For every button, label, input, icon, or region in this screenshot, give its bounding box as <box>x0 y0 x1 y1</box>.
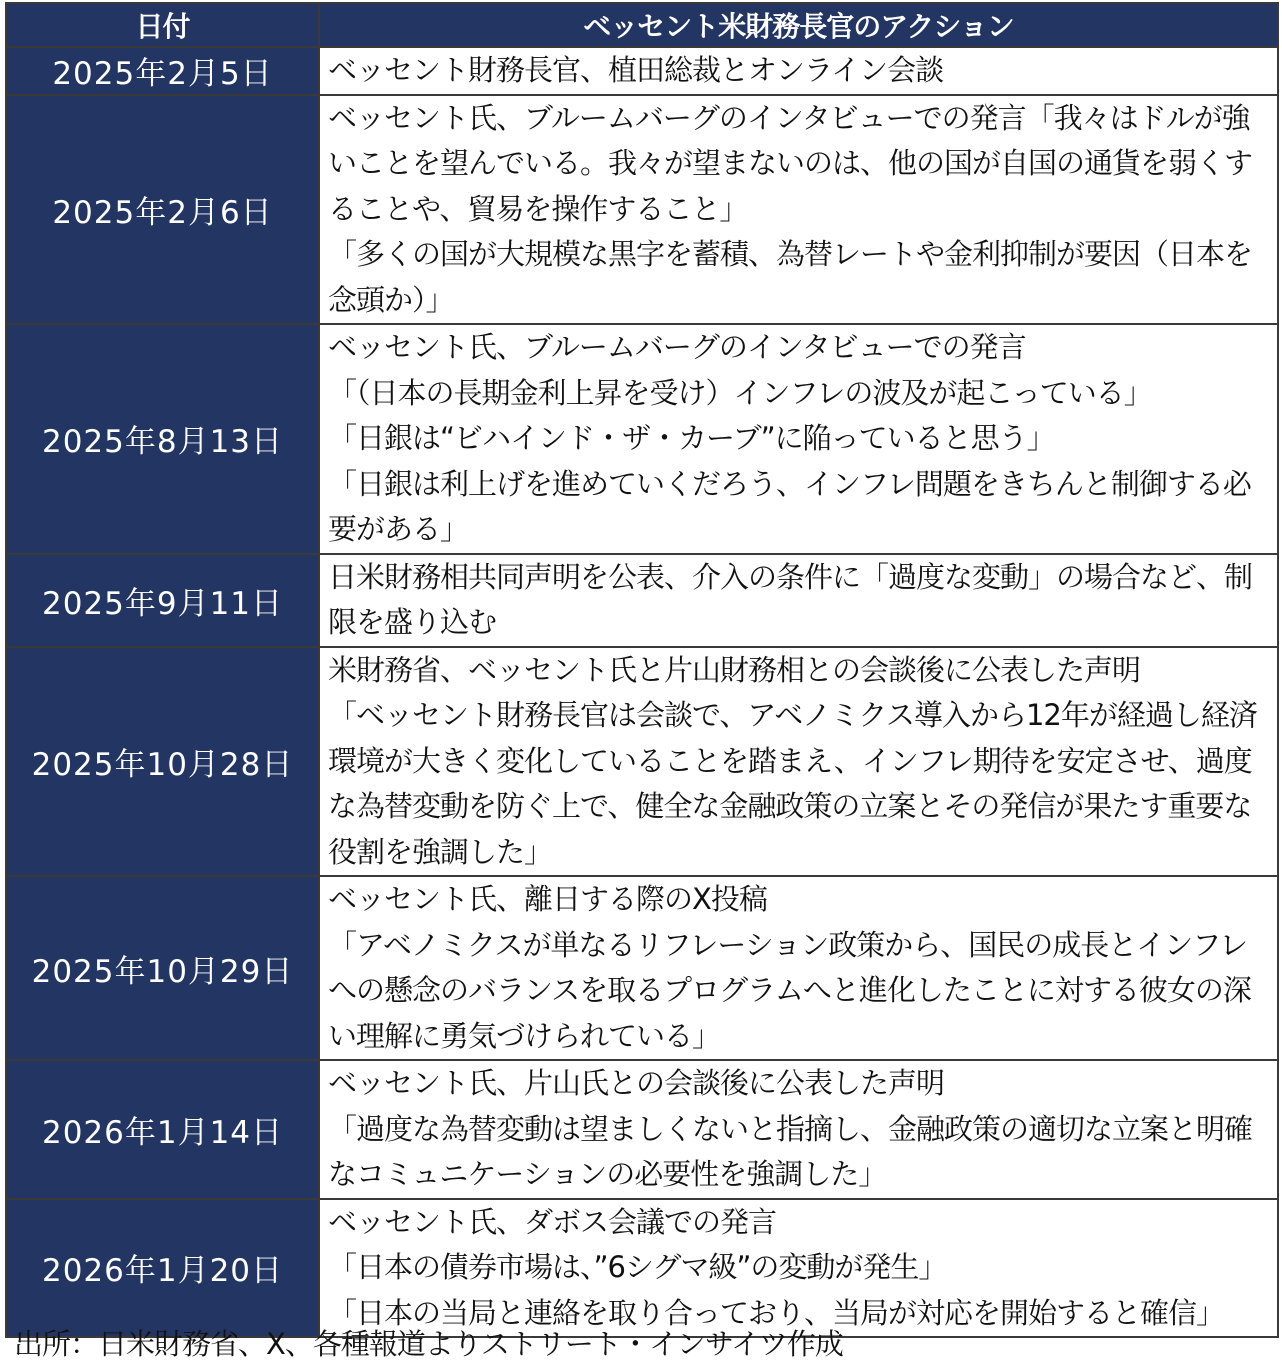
bessent-actions-table <box>5 2 1279 1338</box>
action-line: 日米財務相共同声明を公表、介入の条件に「過度な変動」の場合など、制限を盛り込む <box>328 559 1253 639</box>
source-note: 出所：日米財務省、X、各種報道よりストリート・インサイツ作成 <box>14 1327 843 1361</box>
date-cell: 2025年10月29日 <box>6 876 319 1060</box>
action-line: 「日銀は利上げを進めていくだろう、インフレ問題をきちんと制御する必要がある」 <box>328 466 1251 546</box>
header-row <box>6 3 1278 47</box>
action-line: ベッセント氏、ブルームバーグのインタビューでの発言「我々はドルが強いことを望んでいる。我々が望まないのは、他の国が自国の通貨を弱くすることや、貿易を操作すること」 <box>328 100 1253 226</box>
action-line: 「日本の当局と連絡を取り合っており、当局が対応を開始すると確信」 <box>328 1295 1225 1330</box>
action-line: ベッセント氏、片山氏との会談後に公表した声明 <box>328 1066 945 1100</box>
table-row <box>6 647 1278 877</box>
action-cell <box>319 1199 1278 1338</box>
action-line: 「日本の債券市場は、”6シグマ級”の変動が発生」 <box>328 1250 947 1284</box>
action-cell <box>319 554 1278 647</box>
table-row <box>6 1199 1278 1338</box>
action-line: 「日銀は“ビハインド・ザ・カーブ”に陥っていると思う」 <box>328 421 1055 455</box>
action-line: 「過度な為替変動は望ましくないと指摘し、金融政策の適切な立案と明確なコミュニケーションの必要性を強調した」 <box>328 1111 1253 1191</box>
date-cell: 2026年1月20日 <box>6 1199 319 1338</box>
action-cell <box>319 324 1278 554</box>
action-line: 米財務省、ベッセント氏と片山財務相との会談後に公表した声明 <box>328 652 1141 687</box>
timeline-wrapper <box>5 2 1277 1338</box>
table-row <box>6 554 1278 647</box>
action-column-header: ベッセント米財務長官のアクション <box>319 3 1278 47</box>
date-cell: 2025年10月28日 <box>6 647 319 877</box>
date-cell: 2025年2月5日 <box>6 47 319 95</box>
date-cell: 2025年9月11日 <box>6 554 319 647</box>
table-row <box>6 876 1278 1060</box>
action-cell <box>319 95 1278 325</box>
table-row <box>6 47 1278 95</box>
table-row <box>6 324 1278 554</box>
action-line: 「ベッセント財務長官は会談で、アベノミクス導入から12年が経過し経済環境が大きく変化していることを踏まえ、インフレ期待を安定させ、過度な為替変動を防ぐ上で、健全な金融政策の立案とその発信が果たす重要な役割を強調した」 <box>328 698 1257 869</box>
table-row <box>6 95 1278 325</box>
action-line: 「アベノミクスが単なるリフレーション政策から、国民の成長とインフレへの懸念のバランスを取るプログラムへと進化したことに対する彼女の深い理解に勇気づけられている」 <box>328 927 1251 1053</box>
date-cell: 2026年1月14日 <box>6 1060 319 1199</box>
action-cell <box>319 647 1278 877</box>
date-cell: 2025年8月13日 <box>6 324 319 554</box>
action-cell <box>319 1060 1278 1199</box>
action-line: ベッセント財務長官、植田総裁とオンライン会談 <box>328 53 944 87</box>
action-cell <box>319 47 1278 95</box>
action-line: ベッセント氏、ダボス会議での発言 <box>328 1204 777 1239</box>
action-line: ベッセント氏、ブルームバーグのインタビューでの発言 <box>328 330 1026 364</box>
action-line: 「（日本の長期金利上昇を受け）インフレの波及が起こっている」 <box>328 375 1152 410</box>
action-line: ベッセント氏、離日する際のX投稿 <box>328 882 767 916</box>
table-body <box>6 47 1278 1337</box>
date-cell: 2025年2月6日 <box>6 95 319 325</box>
table-row <box>6 1060 1278 1199</box>
date-column-header: 日付 <box>6 3 319 47</box>
action-cell <box>319 876 1278 1060</box>
action-line: 「多くの国が大規模な黒字を蓄積、為替レートや金利抑制が要因（日本を念頭か）」 <box>328 237 1253 317</box>
